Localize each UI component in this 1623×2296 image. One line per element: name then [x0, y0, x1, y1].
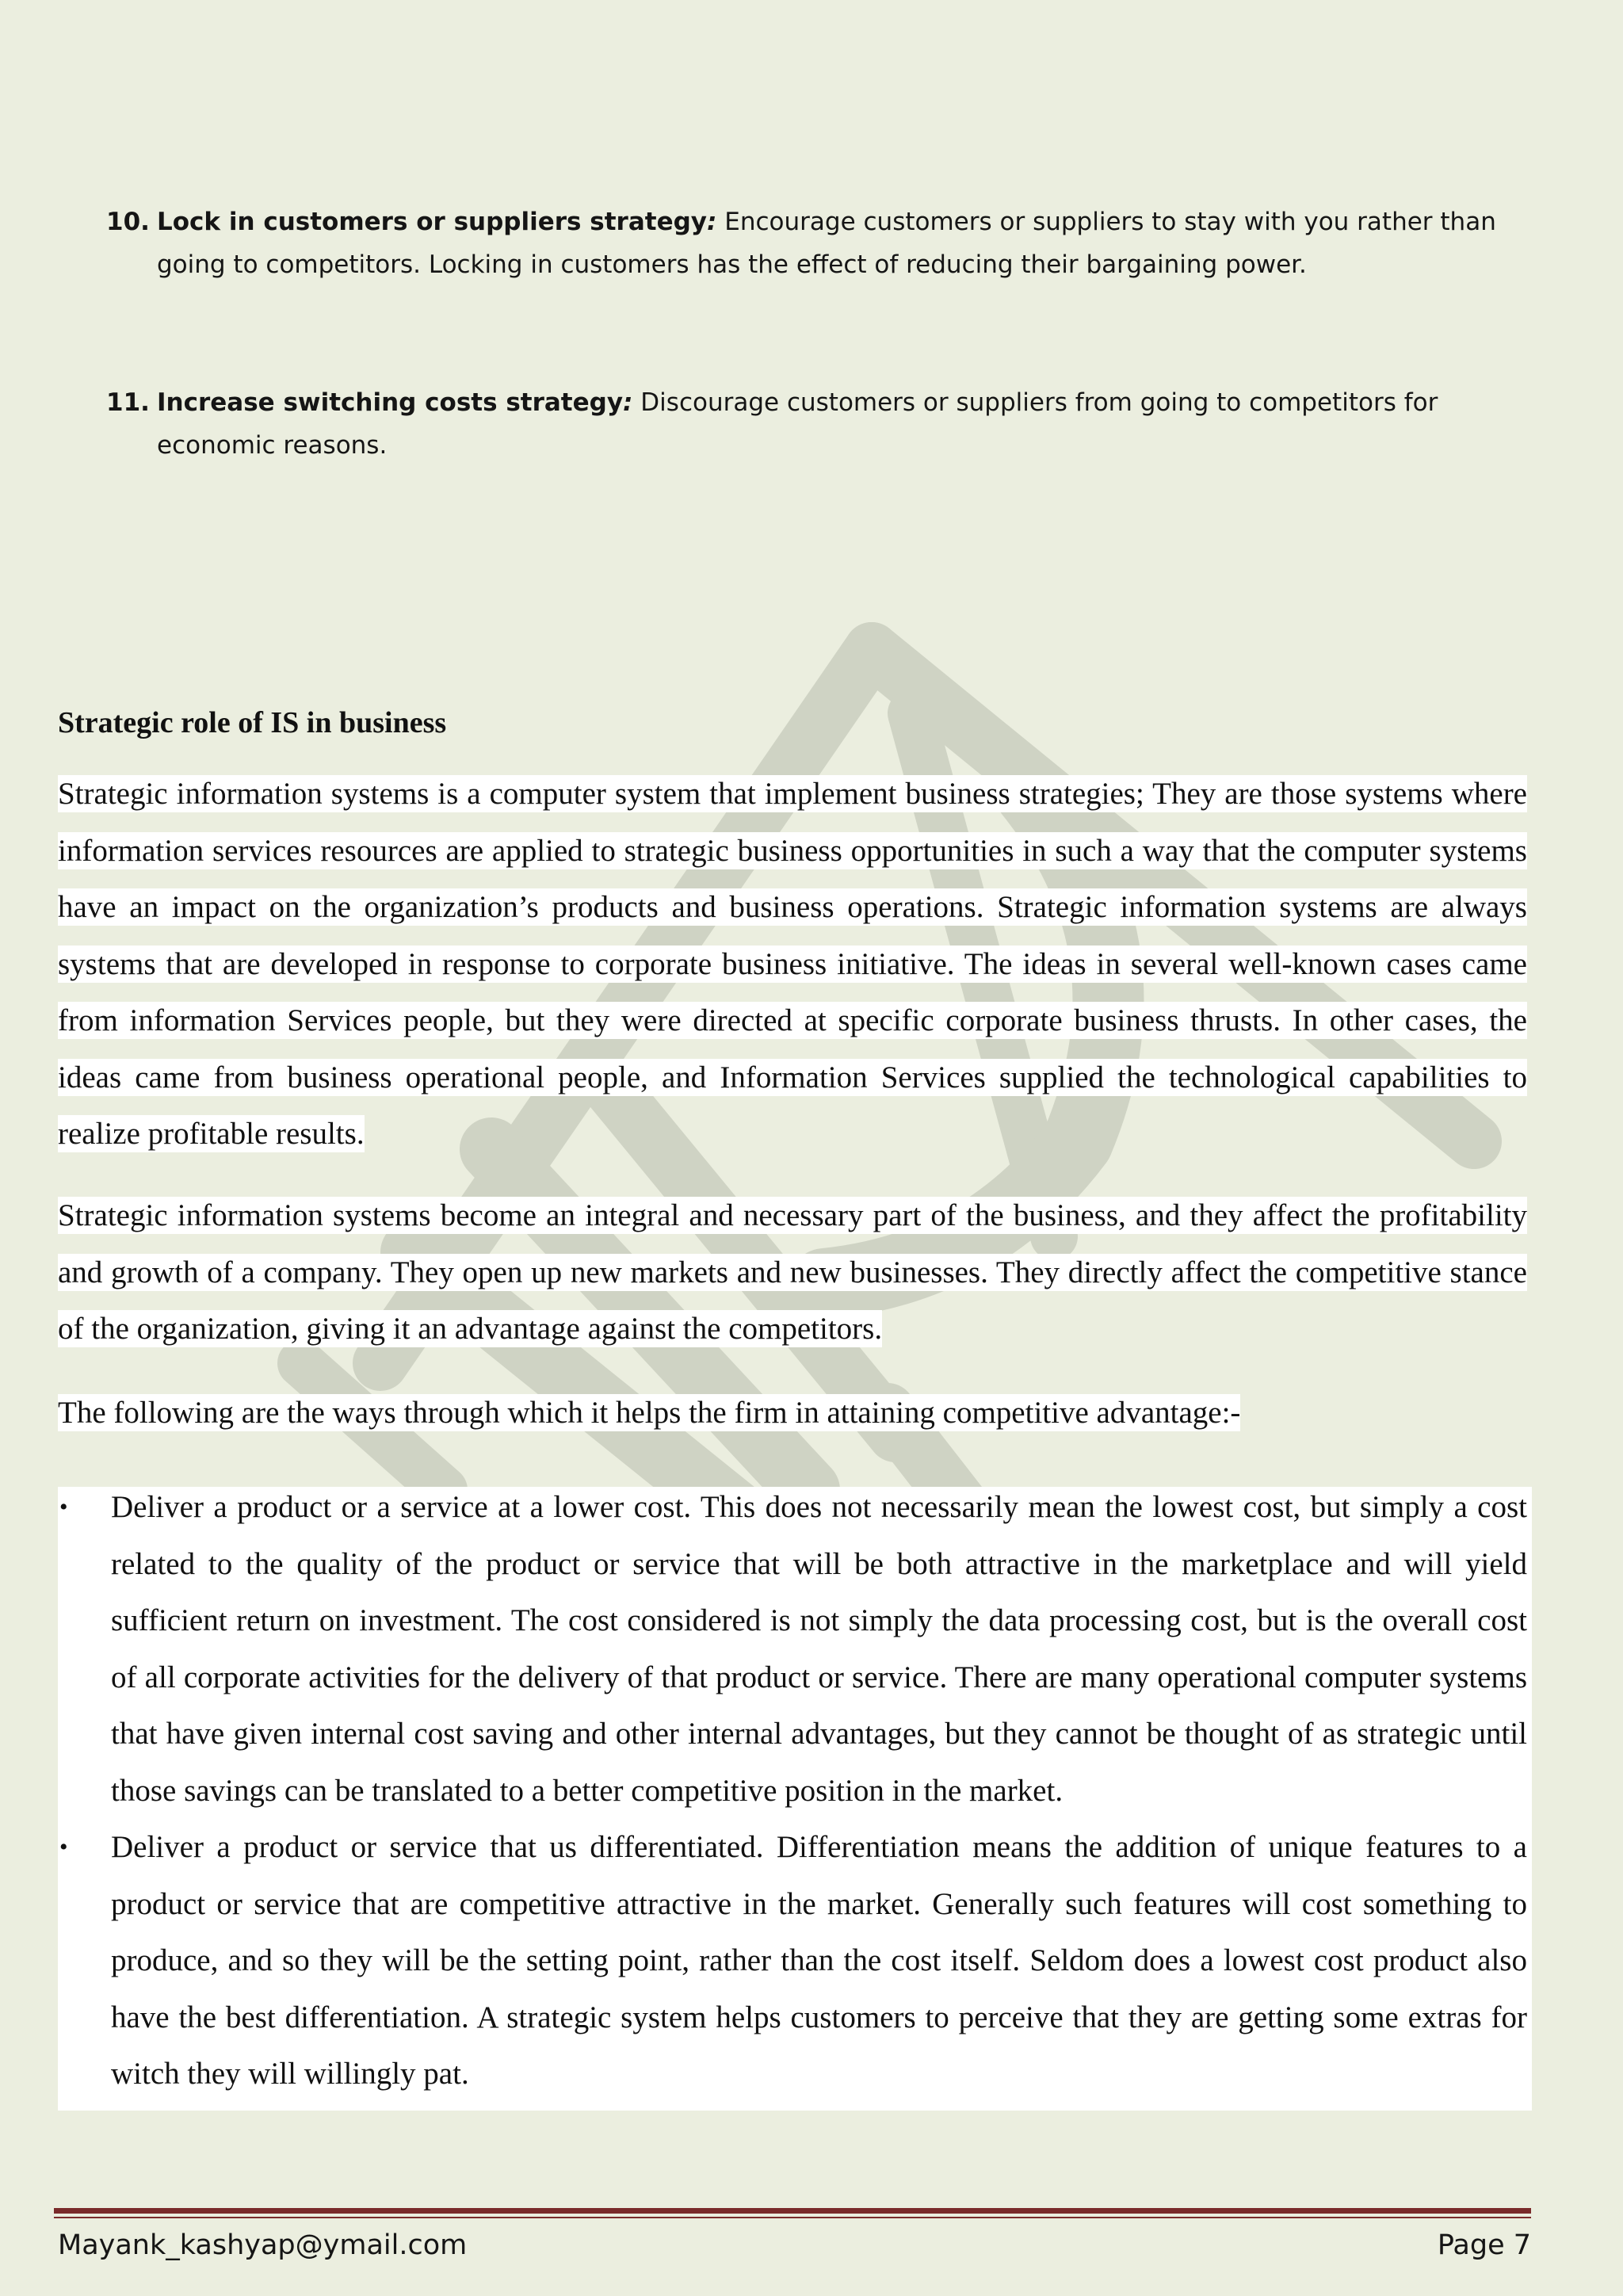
list-item [58, 1479, 1527, 1819]
list-item-text: Deliver a product or a service at a lower cost. This does not necessarily mean the lowest cost, but simply a cost related to the quality of the product or service that will be both attractive in the marketplace and will yield sufficient return on investment. The cost considered is not simply the data processing cost, but is the overall cost of all corporate activities for the delivery of that product or service. There are many operational computer systems that have given internal cost saving and other internal advantages, but they cannot be thought of as strategic until those savings can be translated to a better competitive position in the market. [111, 1490, 1527, 1808]
bullet-icon: • [59, 1494, 68, 1520]
strategy-item-10 [106, 201, 1525, 286]
footer-rule-thin [54, 2217, 1531, 2218]
bullet-list [58, 1479, 1527, 2103]
strategy-description: Encourage customers or suppliers to stay with you rather than going to competitors. Locking in customers has the effect of reducing their bargaining power. [157, 208, 1496, 279]
paragraph [58, 766, 1527, 1163]
list-number: 10. [106, 208, 150, 236]
strategy-term: Increase switching costs strategy [157, 388, 624, 417]
list-item-text: Deliver a product or service that us differentiated. Differentiation means the addition of unique features to a product or service that are competitive attractive in the market. Generally such features will cost something to produce, and so they will be the setting point, rather than the cost itself. Seldom does a lowest cost product also have the best differentiation. A strategic system helps customers to perceive that they are getting some extras for witch they will willingly pat. [111, 1830, 1527, 2091]
strategy-item-11 [106, 381, 1525, 467]
page-number: Page 7 [1437, 2229, 1531, 2261]
section-title: Strategic role of IS in business [58, 706, 447, 739]
strategy-colon: : [707, 208, 717, 236]
list-item [58, 1819, 1527, 2103]
list-number: 11. [106, 388, 150, 417]
paragraph [58, 1187, 1527, 1358]
footer-rule [54, 2208, 1531, 2214]
bullet-icon: • [59, 1834, 68, 1860]
paragraph-text: Strategic information systems is a computer system that implement business strategies; They are those systems where information services resources are applied to strategic business opportunities in such a way that the computer systems have an impact on the organization’s products and business operations. Strategic information systems are always systems that are developed in response to corporate business initiative. The ideas in several well-known cases came from information Services people, but they were directed at specific corporate business thrusts. In other cases, the ideas came from business operational people, and Information Services supplied the technological capabilities to realize profitable results. [58, 777, 1527, 1151]
paragraph-text: The following are the ways through which it helps the firm in attaining competitive advantage:- [58, 1396, 1241, 1430]
strategy-term: Lock in customers or suppliers strategy [157, 208, 708, 236]
footer-email: Mayank_kashyap@ymail.com [58, 2229, 468, 2261]
strategy-colon: : [623, 388, 633, 417]
paragraph-text: Strategic information systems become an integral and necessary part of the business, and they affect the profitability and growth of a company. They open up new markets and new businesses. They directly affect the competitive stance of the organization, giving it an advantage against the competitors. [58, 1198, 1527, 1346]
paragraph [58, 1385, 1527, 1442]
strategy-description: Discourage customers or suppliers from going to competitors for economic reasons. [157, 388, 1438, 460]
